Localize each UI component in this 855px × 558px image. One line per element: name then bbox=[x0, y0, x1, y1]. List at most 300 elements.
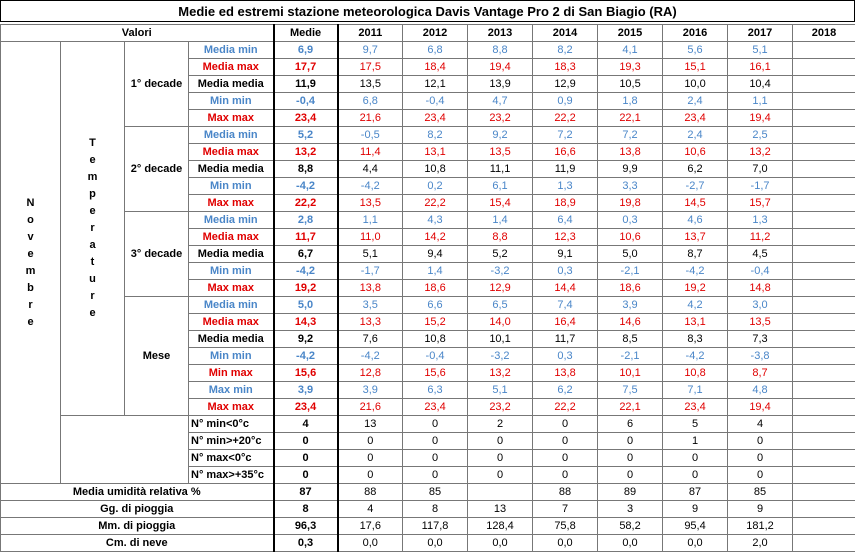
medie-value: -4,2 bbox=[274, 263, 338, 280]
row-label: Media media bbox=[189, 246, 274, 263]
row-label: Min min bbox=[189, 93, 274, 110]
year-value: -4,2 bbox=[663, 263, 728, 280]
valori-header: Valori bbox=[1, 25, 274, 42]
row-label: Media min bbox=[189, 212, 274, 229]
year-value: 12,9 bbox=[468, 280, 533, 297]
year-value: 58,2 bbox=[598, 518, 663, 535]
year-value: 12,3 bbox=[533, 229, 598, 246]
year-value: 8,7 bbox=[728, 365, 793, 382]
row-label: Min min bbox=[189, 178, 274, 195]
year-value: 0 bbox=[468, 450, 533, 467]
year-value: 8,7 bbox=[663, 246, 728, 263]
year-value: -0,4 bbox=[403, 348, 468, 365]
year-value: 6 bbox=[598, 416, 663, 433]
year-value: 8,3 bbox=[663, 331, 728, 348]
medie-value: 3,9 bbox=[274, 382, 338, 399]
year-value: 4 bbox=[728, 416, 793, 433]
year-value: 9,1 bbox=[533, 246, 598, 263]
year-value bbox=[793, 42, 855, 59]
year-value: 21,6 bbox=[338, 399, 403, 416]
medie-value: 8,8 bbox=[274, 161, 338, 178]
row-label: Min max bbox=[189, 365, 274, 382]
year-value: 0 bbox=[728, 467, 793, 484]
year-value: 0 bbox=[468, 467, 533, 484]
year-value: 19,3 bbox=[598, 59, 663, 76]
year-value: 5,6 bbox=[663, 42, 728, 59]
year-value bbox=[793, 365, 855, 382]
year-value: 11,9 bbox=[533, 161, 598, 178]
year-value: 5,1 bbox=[468, 382, 533, 399]
year-value: -4,2 bbox=[663, 348, 728, 365]
year-value: 5,1 bbox=[728, 42, 793, 59]
year-value: 8,8 bbox=[468, 229, 533, 246]
year-value: 13,9 bbox=[468, 76, 533, 93]
year-value bbox=[793, 280, 855, 297]
summary-label: Gg. di pioggia bbox=[1, 501, 274, 518]
year-value: 13,8 bbox=[533, 365, 598, 382]
year-value: 0 bbox=[338, 433, 403, 450]
year-value: 14,8 bbox=[728, 280, 793, 297]
year-value bbox=[793, 433, 855, 450]
medie-value: 17,7 bbox=[274, 59, 338, 76]
row-label: Max min bbox=[189, 382, 274, 399]
year-value: 0 bbox=[728, 433, 793, 450]
year-value: 95,4 bbox=[663, 518, 728, 535]
year-value bbox=[793, 195, 855, 212]
year-value: 1,1 bbox=[338, 212, 403, 229]
year-value: 4 bbox=[338, 501, 403, 518]
year-value: 7,0 bbox=[728, 161, 793, 178]
row-label: Media min bbox=[189, 127, 274, 144]
month-letter: b bbox=[27, 281, 34, 294]
year-value: 0 bbox=[403, 433, 468, 450]
year-value: 2,4 bbox=[663, 93, 728, 110]
year-value: 21,6 bbox=[338, 110, 403, 127]
medie-value: 0 bbox=[274, 433, 338, 450]
year-value: 23,2 bbox=[468, 110, 533, 127]
row-label: Max max bbox=[189, 399, 274, 416]
year-value: 13,2 bbox=[728, 144, 793, 161]
year-value: 4,5 bbox=[728, 246, 793, 263]
year-value: 23,2 bbox=[468, 399, 533, 416]
year-value: 10,8 bbox=[403, 331, 468, 348]
year-value: 23,4 bbox=[403, 399, 468, 416]
year-value: 18,9 bbox=[533, 195, 598, 212]
year-value: 0 bbox=[338, 467, 403, 484]
row-label: Media max bbox=[189, 229, 274, 246]
row-label: N° min>+20°c bbox=[189, 433, 274, 450]
header-row bbox=[1, 25, 855, 42]
year-value: 12,9 bbox=[533, 76, 598, 93]
row-label: Media media bbox=[189, 331, 274, 348]
year-value: 13,3 bbox=[338, 314, 403, 331]
year-value bbox=[793, 212, 855, 229]
medie-value: 13,2 bbox=[274, 144, 338, 161]
year-value: 2,5 bbox=[728, 127, 793, 144]
year-value: 23,4 bbox=[663, 399, 728, 416]
blank-cell bbox=[61, 416, 189, 484]
row-label: Max max bbox=[189, 280, 274, 297]
year-value: 7,6 bbox=[338, 331, 403, 348]
year-value: 88 bbox=[533, 484, 598, 501]
medie-value: 8 bbox=[274, 501, 338, 518]
year-value: 13,5 bbox=[728, 314, 793, 331]
year-value: 13,2 bbox=[468, 365, 533, 382]
medie-value: 0 bbox=[274, 450, 338, 467]
year-value: 5,2 bbox=[468, 246, 533, 263]
year-value: 0 bbox=[598, 433, 663, 450]
period-label: 3° decade bbox=[125, 212, 189, 297]
year-value: 0,0 bbox=[663, 535, 728, 552]
year-value: 5 bbox=[663, 416, 728, 433]
temperature-letter: a bbox=[89, 239, 96, 251]
year-value bbox=[793, 144, 855, 161]
year-value: 8,2 bbox=[403, 127, 468, 144]
year-value: 7,3 bbox=[728, 331, 793, 348]
month-letter: r bbox=[28, 298, 33, 311]
medie-value: 0 bbox=[274, 467, 338, 484]
year-value bbox=[793, 246, 855, 263]
year-value: 9,9 bbox=[598, 161, 663, 178]
year-value: 12,8 bbox=[338, 365, 403, 382]
temperature-letter: m bbox=[87, 171, 98, 183]
year-value bbox=[793, 110, 855, 127]
temperature-letter: e bbox=[89, 154, 96, 166]
medie-header: Medie bbox=[274, 25, 338, 42]
year-value: 4,6 bbox=[663, 212, 728, 229]
year-value: 13,1 bbox=[663, 314, 728, 331]
medie-value: 6,7 bbox=[274, 246, 338, 263]
year-value bbox=[793, 331, 855, 348]
medie-value: 23,4 bbox=[274, 110, 338, 127]
year-value: 9,2 bbox=[468, 127, 533, 144]
month-letter: N bbox=[26, 196, 35, 209]
year-value: 17,5 bbox=[338, 59, 403, 76]
row-label: Min min bbox=[189, 348, 274, 365]
year-value: 0 bbox=[533, 467, 598, 484]
year-value: 13,5 bbox=[468, 144, 533, 161]
row-label: Min min bbox=[189, 263, 274, 280]
year-value: 15,1 bbox=[663, 59, 728, 76]
year-value: -2,1 bbox=[598, 263, 663, 280]
year-value: 11,1 bbox=[468, 161, 533, 178]
year-value: -4,2 bbox=[338, 348, 403, 365]
year-value: 6,2 bbox=[663, 161, 728, 178]
year-value: 5,0 bbox=[598, 246, 663, 263]
year-value bbox=[793, 161, 855, 178]
year-value: -3,8 bbox=[728, 348, 793, 365]
row-label: Media media bbox=[189, 161, 274, 178]
summary-label: Mm. di pioggia bbox=[1, 518, 274, 535]
year-value: 0 bbox=[533, 416, 598, 433]
row-label: Media media bbox=[189, 76, 274, 93]
year-value: 0 bbox=[533, 450, 598, 467]
year-value: -4,2 bbox=[338, 178, 403, 195]
year-header: 2017 bbox=[728, 25, 793, 42]
temperature-letter: u bbox=[89, 273, 96, 285]
year-value: 8,5 bbox=[598, 331, 663, 348]
year-header: 2013 bbox=[468, 25, 533, 42]
year-value: 7,2 bbox=[533, 127, 598, 144]
year-value: 0,0 bbox=[338, 535, 403, 552]
year-value: 8 bbox=[403, 501, 468, 518]
summary-row bbox=[1, 518, 855, 535]
row-label: Media max bbox=[189, 59, 274, 76]
year-value: 14,2 bbox=[403, 229, 468, 246]
temperature-letter: T bbox=[89, 137, 96, 149]
temperature-letter: e bbox=[89, 205, 96, 217]
year-value: 11,4 bbox=[338, 144, 403, 161]
row-label: N° min<0°c bbox=[189, 416, 274, 433]
temperature-label bbox=[61, 42, 125, 416]
year-value bbox=[793, 501, 855, 518]
medie-value: 14,3 bbox=[274, 314, 338, 331]
year-value bbox=[793, 348, 855, 365]
year-value: 19,2 bbox=[663, 280, 728, 297]
year-value: 0 bbox=[663, 467, 728, 484]
year-value: 13,1 bbox=[403, 144, 468, 161]
year-value: -3,2 bbox=[468, 348, 533, 365]
summary-row bbox=[1, 535, 855, 552]
year-value: 85 bbox=[403, 484, 468, 501]
year-value: 117,8 bbox=[403, 518, 468, 535]
year-value: 3,0 bbox=[728, 297, 793, 314]
year-value: 0,9 bbox=[533, 93, 598, 110]
year-value: 3 bbox=[598, 501, 663, 518]
year-value: 0 bbox=[598, 467, 663, 484]
year-value: 10,5 bbox=[598, 76, 663, 93]
year-value: 1,1 bbox=[728, 93, 793, 110]
row-label: Media max bbox=[189, 144, 274, 161]
year-value: 0 bbox=[403, 467, 468, 484]
year-value bbox=[793, 416, 855, 433]
month-letter: e bbox=[27, 315, 34, 328]
year-value: 2,0 bbox=[728, 535, 793, 552]
year-value: 18,3 bbox=[533, 59, 598, 76]
temperature-letter: r bbox=[90, 290, 95, 302]
year-value: 1,3 bbox=[728, 212, 793, 229]
year-value: 87 bbox=[663, 484, 728, 501]
year-value: 19,8 bbox=[598, 195, 663, 212]
year-value: 8,8 bbox=[468, 42, 533, 59]
period-label: 1° decade bbox=[125, 42, 189, 127]
year-value bbox=[793, 127, 855, 144]
year-value: 0,0 bbox=[403, 535, 468, 552]
year-value: 17,6 bbox=[338, 518, 403, 535]
year-value: 7,1 bbox=[663, 382, 728, 399]
year-value: 10,6 bbox=[598, 229, 663, 246]
year-value bbox=[793, 76, 855, 93]
year-value: 9 bbox=[728, 501, 793, 518]
year-value: -0,4 bbox=[403, 93, 468, 110]
year-value: -0,5 bbox=[338, 127, 403, 144]
year-header: 2014 bbox=[533, 25, 598, 42]
year-value bbox=[793, 535, 855, 552]
year-value: 2 bbox=[468, 416, 533, 433]
year-value: 13,5 bbox=[338, 76, 403, 93]
year-value bbox=[793, 229, 855, 246]
year-value: 6,8 bbox=[403, 42, 468, 59]
year-value bbox=[793, 450, 855, 467]
year-value: 18,6 bbox=[403, 280, 468, 297]
year-value bbox=[793, 399, 855, 416]
year-value: 0,3 bbox=[533, 348, 598, 365]
year-value: 14,5 bbox=[663, 195, 728, 212]
year-value: 0 bbox=[728, 450, 793, 467]
period-label: Mese bbox=[125, 297, 189, 416]
year-value: 0 bbox=[663, 450, 728, 467]
year-value: 10,8 bbox=[663, 365, 728, 382]
year-value: 4,1 bbox=[598, 42, 663, 59]
year-value bbox=[793, 467, 855, 484]
year-value: 3,9 bbox=[338, 382, 403, 399]
year-value bbox=[468, 484, 533, 501]
medie-value: 6,9 bbox=[274, 42, 338, 59]
year-value: 10,4 bbox=[728, 76, 793, 93]
row-label: N° max<0°c bbox=[189, 450, 274, 467]
year-value: -3,2 bbox=[468, 263, 533, 280]
medie-value: 2,8 bbox=[274, 212, 338, 229]
year-value: 10,6 bbox=[663, 144, 728, 161]
year-value: 16,1 bbox=[728, 59, 793, 76]
year-value: 128,4 bbox=[468, 518, 533, 535]
year-value: 9,4 bbox=[403, 246, 468, 263]
temperature-letter: e bbox=[89, 307, 96, 319]
year-value: 4,8 bbox=[728, 382, 793, 399]
year-value: 19,4 bbox=[728, 399, 793, 416]
medie-value: 5,2 bbox=[274, 127, 338, 144]
weather-table bbox=[0, 24, 855, 552]
year-value bbox=[793, 484, 855, 501]
year-value bbox=[793, 263, 855, 280]
medie-value: 4 bbox=[274, 416, 338, 433]
year-header: 2015 bbox=[598, 25, 663, 42]
year-value: 18,4 bbox=[403, 59, 468, 76]
year-value: 22,2 bbox=[533, 110, 598, 127]
year-value: 19,4 bbox=[468, 59, 533, 76]
page-title: Medie ed estremi stazione meteorologica Davis Vantage Pro 2 di San Biagio (RA) bbox=[0, 0, 855, 22]
year-value: 10,8 bbox=[403, 161, 468, 178]
month-label bbox=[1, 42, 61, 484]
table-row bbox=[1, 416, 855, 433]
month-letter: o bbox=[27, 213, 34, 226]
year-value: 11,0 bbox=[338, 229, 403, 246]
year-value: 6,1 bbox=[468, 178, 533, 195]
year-value: 0,0 bbox=[533, 535, 598, 552]
row-label: Max max bbox=[189, 110, 274, 127]
year-value: 11,2 bbox=[728, 229, 793, 246]
year-value: -1,7 bbox=[728, 178, 793, 195]
year-value: 4,4 bbox=[338, 161, 403, 178]
year-value: 1,8 bbox=[598, 93, 663, 110]
year-value: 13,7 bbox=[663, 229, 728, 246]
year-value: 13,8 bbox=[338, 280, 403, 297]
year-value: 3,5 bbox=[338, 297, 403, 314]
medie-value: -0,4 bbox=[274, 93, 338, 110]
month-letter: m bbox=[25, 264, 36, 277]
year-value: 7,2 bbox=[598, 127, 663, 144]
year-value: 7 bbox=[533, 501, 598, 518]
year-value: 0,0 bbox=[468, 535, 533, 552]
year-header: 2012 bbox=[403, 25, 468, 42]
year-value: 4,7 bbox=[468, 93, 533, 110]
year-value: 14,4 bbox=[533, 280, 598, 297]
year-value: -2,7 bbox=[663, 178, 728, 195]
year-value: 6,8 bbox=[338, 93, 403, 110]
summary-row bbox=[1, 501, 855, 518]
summary-label: Media umidità relativa % bbox=[1, 484, 274, 501]
year-value: 181,2 bbox=[728, 518, 793, 535]
year-header: 2016 bbox=[663, 25, 728, 42]
medie-value: 22,2 bbox=[274, 195, 338, 212]
year-value: 15,2 bbox=[403, 314, 468, 331]
year-value: 10,1 bbox=[468, 331, 533, 348]
year-value: 88 bbox=[338, 484, 403, 501]
year-value: 0 bbox=[533, 433, 598, 450]
period-label: 2° decade bbox=[125, 127, 189, 212]
year-value: 9,7 bbox=[338, 42, 403, 59]
year-value: 13,8 bbox=[598, 144, 663, 161]
year-value: 89 bbox=[598, 484, 663, 501]
row-label: Media max bbox=[189, 314, 274, 331]
year-value bbox=[793, 297, 855, 314]
year-value: -2,1 bbox=[598, 348, 663, 365]
year-value: 0,2 bbox=[403, 178, 468, 195]
year-value: 15,7 bbox=[728, 195, 793, 212]
month-letter: e bbox=[27, 247, 34, 260]
year-value: 22,1 bbox=[598, 110, 663, 127]
row-label: Media min bbox=[189, 42, 274, 59]
medie-value: 11,9 bbox=[274, 76, 338, 93]
row-label: Media min bbox=[189, 297, 274, 314]
year-value bbox=[793, 518, 855, 535]
year-value: 12,1 bbox=[403, 76, 468, 93]
table-row bbox=[1, 212, 855, 229]
year-value: 14,6 bbox=[598, 314, 663, 331]
year-value: 22,2 bbox=[533, 399, 598, 416]
year-value: 0,3 bbox=[533, 263, 598, 280]
year-value: 2,4 bbox=[663, 127, 728, 144]
year-value: 7,4 bbox=[533, 297, 598, 314]
medie-value: 87 bbox=[274, 484, 338, 501]
year-value: 10,1 bbox=[598, 365, 663, 382]
table-row bbox=[1, 297, 855, 314]
summary-label: Cm. di neve bbox=[1, 535, 274, 552]
year-value: 6,4 bbox=[533, 212, 598, 229]
year-value: 0 bbox=[468, 433, 533, 450]
year-value: 6,2 bbox=[533, 382, 598, 399]
year-value: 16,6 bbox=[533, 144, 598, 161]
year-value: 18,6 bbox=[598, 280, 663, 297]
medie-value: 9,2 bbox=[274, 331, 338, 348]
year-value: 85 bbox=[728, 484, 793, 501]
medie-value: 11,7 bbox=[274, 229, 338, 246]
year-value: 13 bbox=[338, 416, 403, 433]
year-value: 8,2 bbox=[533, 42, 598, 59]
year-value: 14,0 bbox=[468, 314, 533, 331]
year-header: 2011 bbox=[338, 25, 403, 42]
year-value: 0 bbox=[338, 450, 403, 467]
year-value: 11,7 bbox=[533, 331, 598, 348]
medie-value: 19,2 bbox=[274, 280, 338, 297]
year-value: 5,1 bbox=[338, 246, 403, 263]
medie-value: 23,4 bbox=[274, 399, 338, 416]
year-value: -1,7 bbox=[338, 263, 403, 280]
year-value: 7,5 bbox=[598, 382, 663, 399]
medie-value: 5,0 bbox=[274, 297, 338, 314]
year-value: 15,6 bbox=[403, 365, 468, 382]
table-row bbox=[1, 42, 855, 59]
